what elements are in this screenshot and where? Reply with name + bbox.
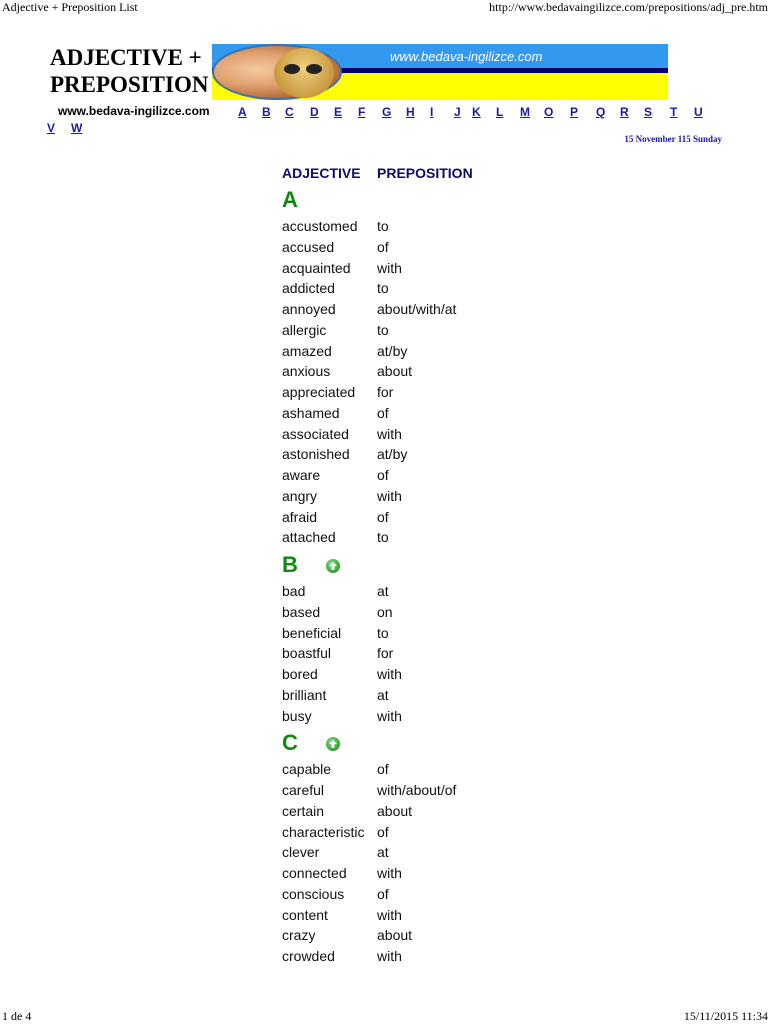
alphabet-link-e[interactable]: E (334, 105, 343, 119)
preposition-cell: at (377, 583, 389, 599)
site-title-line1: ADJECTIVE + (50, 45, 202, 70)
adjective-cell: based (282, 603, 321, 620)
adjective-cell: busy (282, 707, 312, 724)
word-row (282, 781, 542, 801)
adjective-cell: acquainted (282, 259, 351, 276)
alphabet-link-r[interactable]: R (620, 105, 629, 119)
adjective-cell: amazed (282, 342, 332, 359)
word-row (282, 279, 542, 299)
word-row (282, 582, 542, 602)
print-footer (0, 1009, 768, 1025)
alphabet-link-w[interactable]: W (71, 121, 83, 135)
preposition-cell: about (377, 927, 413, 944)
word-row (282, 362, 542, 382)
preposition-cell: at (377, 844, 389, 861)
word-row (282, 926, 542, 946)
word-row (282, 864, 542, 884)
adjective-cell: aware (282, 467, 321, 483)
adjective-cell: beneficial (282, 624, 342, 641)
preposition-cell: of (377, 508, 389, 525)
word-row (282, 466, 542, 486)
preposition-cell: of (377, 467, 389, 483)
adjective-cell: conscious (282, 885, 345, 902)
preposition-cell: for (377, 645, 394, 662)
banner-photo-hair (274, 48, 334, 98)
word-row (282, 760, 542, 780)
preposition-cell: with/about/of (377, 782, 457, 798)
adjective-cell: certain (282, 802, 325, 819)
adjective-cell: crazy (282, 927, 316, 944)
preposition-cell: with (377, 865, 402, 881)
word-row (282, 686, 542, 706)
adjective-cell: boastful (282, 645, 332, 662)
preposition-cell: of (377, 885, 389, 902)
alphabet-link-u[interactable]: U (694, 105, 703, 119)
adjective-cell: content (282, 906, 328, 923)
word-row (282, 238, 542, 258)
adjective-cell: accustomed (282, 218, 358, 234)
adjective-cell: brilliant (282, 686, 327, 703)
word-row (282, 603, 542, 623)
adjective-cell: astonished (282, 446, 350, 463)
adjective-cell: addicted (282, 280, 335, 297)
word-row (282, 947, 542, 967)
alphabet-link-v[interactable]: V (47, 121, 56, 135)
preposition-cell: with (377, 707, 402, 724)
preposition-cell: at/by (377, 342, 408, 359)
preposition-cell: with (377, 487, 402, 504)
alphabet-link-s[interactable]: S (644, 105, 653, 119)
page-number: 1 de 4 (2, 1009, 32, 1023)
word-row (282, 445, 542, 465)
word-row (282, 707, 542, 727)
adjective-cell: bored (282, 666, 318, 682)
back-to-top-icon[interactable] (326, 559, 340, 573)
preposition-cell: about/with/at (377, 301, 457, 317)
word-row (282, 383, 542, 403)
preposition-cell: at (377, 686, 389, 703)
section-letter-b: B (282, 552, 298, 577)
alphabet-link-f[interactable]: F (358, 105, 366, 119)
preposition-cell: of (377, 404, 389, 421)
sunglasses-lens-right (306, 64, 322, 74)
date-line: 15 November 115 Sunday (624, 134, 722, 144)
adjective-cell: connected (282, 865, 347, 881)
alphabet-link-a[interactable]: A (238, 105, 247, 119)
column-header-adjective: ADJECTIVE (282, 165, 361, 181)
preposition-cell: at/by (377, 446, 408, 463)
word-row (282, 404, 542, 424)
preposition-cell: to (377, 280, 389, 297)
word-row (282, 425, 542, 445)
preposition-cell: for (377, 384, 394, 400)
alphabet-link-i[interactable]: I (430, 105, 434, 119)
alphabet-link-g[interactable]: G (382, 105, 392, 119)
site-link[interactable]: www.bedava-ingilizce.com (58, 104, 210, 118)
preposition-cell: to (377, 529, 389, 546)
preposition-cell: with (377, 948, 402, 964)
back-to-top-icon[interactable] (326, 737, 340, 751)
print-header (0, 0, 768, 16)
site-title-line2: PREPOSITION (50, 72, 209, 97)
adjective-cell: allergic (282, 321, 327, 338)
adjective-cell: attached (282, 529, 336, 546)
adjective-cell: capable (282, 761, 332, 778)
word-row (282, 300, 542, 320)
print-title: Adjective + Preposition List (2, 0, 138, 14)
adjective-cell: associated (282, 425, 349, 442)
adjective-cell: bad (282, 583, 306, 599)
print-url: http://www.bedavaingilizce.com/prepositions/adj_pre.htm (489, 0, 768, 14)
banner-url: www.bedava-ingilizce.com (390, 49, 543, 64)
preposition-cell: to (377, 624, 389, 641)
word-row (282, 259, 542, 279)
print-datetime: 15/11/2015 11:34 (683, 1009, 768, 1023)
adjective-cell: ashamed (282, 404, 340, 421)
preposition-cell: to (377, 321, 389, 338)
adjective-cell: characteristic (282, 823, 365, 840)
adjective-cell: careful (282, 782, 325, 798)
preposition-cell: with (377, 425, 402, 442)
section-letter-c: C (282, 730, 298, 756)
alphabet-link-k[interactable]: K (472, 105, 481, 119)
alphabet-link-d[interactable]: D (310, 105, 319, 119)
alphabet-link-b[interactable]: B (262, 105, 271, 119)
alphabet-link-m[interactable]: M (520, 105, 530, 119)
word-row (282, 528, 542, 548)
preposition-cell: of (377, 761, 389, 778)
preposition-cell: of (377, 823, 389, 840)
preposition-cell: about (377, 363, 413, 380)
alphabet-link-o[interactable]: O (544, 105, 554, 119)
site-banner[interactable] (212, 44, 668, 100)
preposition-cell: with (377, 906, 402, 923)
alphabet-link-j[interactable]: J (454, 105, 461, 119)
word-row (282, 665, 542, 685)
word-row (282, 802, 542, 822)
preposition-cell: with (377, 666, 402, 682)
word-row (282, 823, 542, 843)
alphabet-link-t[interactable]: T (670, 105, 678, 119)
word-row (282, 217, 542, 237)
adjective-cell: afraid (282, 508, 318, 525)
preposition-cell: on (377, 603, 393, 620)
word-row (282, 644, 542, 664)
word-row (282, 321, 542, 341)
word-row (282, 885, 542, 905)
sunglasses-lens-left (284, 64, 300, 74)
alphabet-link-h[interactable]: H (406, 105, 415, 119)
preposition-cell: of (377, 238, 389, 255)
adjective-cell: angry (282, 487, 318, 504)
word-row (282, 487, 542, 507)
preposition-cell: about (377, 802, 413, 819)
column-header-preposition: PREPOSITION (377, 165, 473, 181)
adjective-cell: clever (282, 844, 320, 861)
word-row (282, 906, 542, 926)
section-letter-a: A (282, 187, 298, 212)
word-row (282, 624, 542, 644)
alphabet-link-c[interactable]: C (285, 105, 294, 119)
adjective-cell: anxious (282, 363, 331, 380)
word-row (282, 843, 542, 863)
word-row (282, 508, 542, 528)
adjective-cell: appreciated (282, 384, 356, 400)
alphabet-link-p[interactable]: P (570, 105, 579, 119)
adjective-cell: annoyed (282, 301, 336, 317)
alphabet-link-l[interactable]: L (496, 105, 504, 119)
preposition-cell: to (377, 218, 389, 234)
banner-photo (212, 44, 342, 100)
site-title (50, 44, 208, 98)
adjective-cell: accused (282, 238, 335, 255)
adjective-cell: crowded (282, 948, 335, 964)
preposition-cell: with (377, 259, 402, 276)
word-row (282, 342, 542, 362)
alphabet-link-q[interactable]: Q (596, 105, 606, 119)
